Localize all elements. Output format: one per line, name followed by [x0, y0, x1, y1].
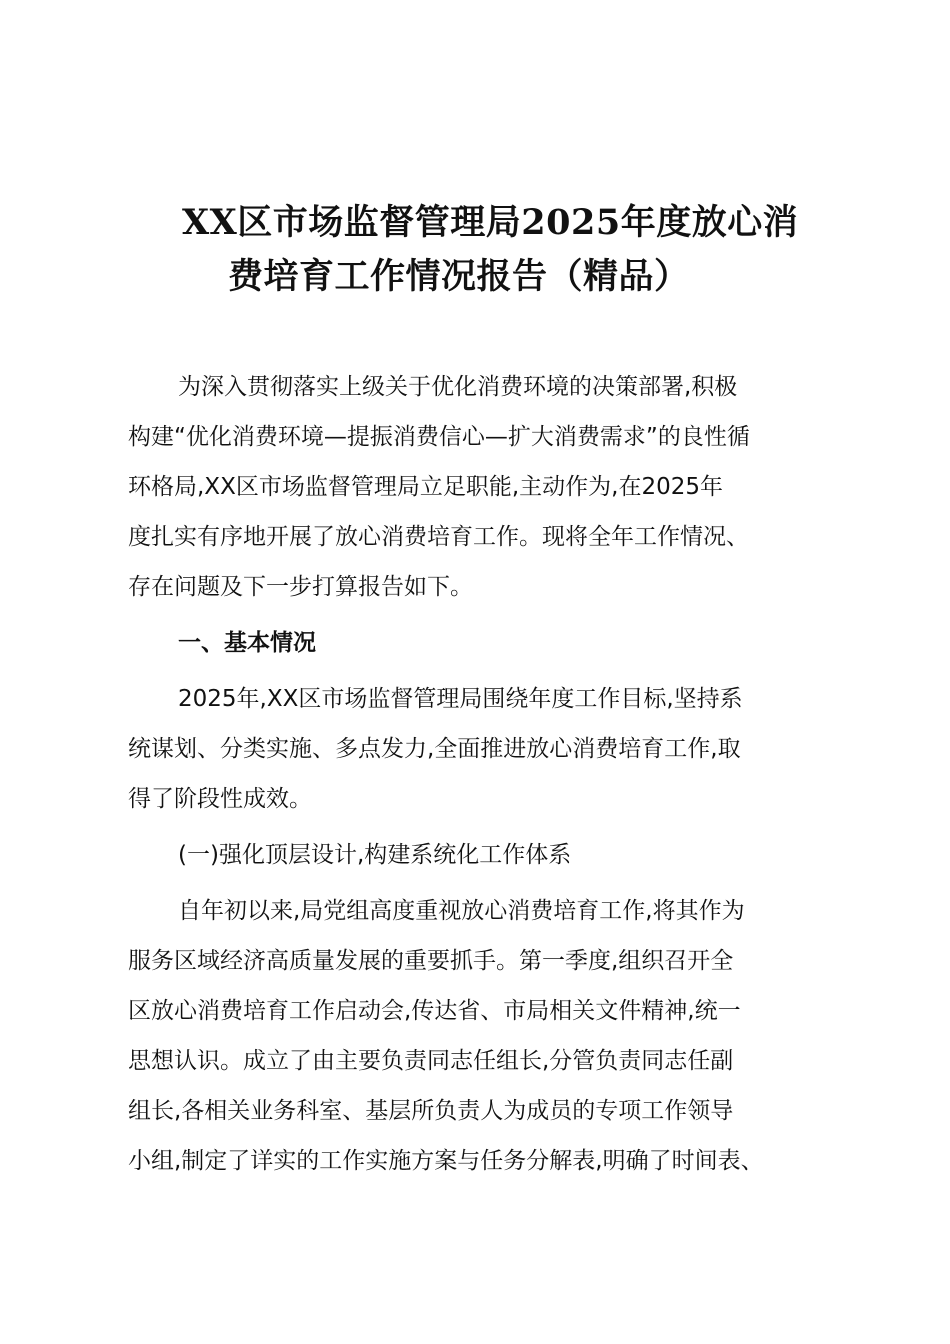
text-line: 小组,制定了详实的工作实施方案与任务分解表,明确了时间表、 — [128, 1148, 764, 1174]
title-line-2: 费培育工作情况报告（精品） — [228, 256, 690, 297]
text-line: 环格局,XX区市场监督管理局立足职能,主动作为,在2025年 — [128, 474, 723, 500]
text-line: 思想认识。成立了由主要负责同志任组长,分管负责同志任副 — [128, 1048, 734, 1074]
paragraph-basic — [128, 674, 820, 824]
subsection-heading-1 — [128, 830, 820, 880]
document-title — [150, 196, 850, 304]
text-line: 区放心消费培育工作启动会,传达省、市局相关文件精神,统一 — [128, 998, 741, 1024]
section-heading-1 — [128, 618, 820, 668]
text-line: 为深入贯彻落实上级关于优化消费环境的决策部署,积极 — [178, 374, 738, 400]
text-line: 统谋划、分类实施、多点发力,全面推进放心消费培育工作,取 — [128, 736, 741, 762]
text-line: 一、基本情况 — [178, 630, 316, 656]
text-line: 自年初以来,局党组高度重视放心消费培育工作,将其作为 — [178, 898, 745, 924]
text-line: 2025年,XX区市场监督管理局围绕年度工作目标,坚持系 — [178, 686, 743, 712]
text-line: 度扎实有序地开展了放心消费培育工作。现将全年工作情况、 — [128, 524, 749, 550]
text-line: 组长,各相关业务科室、基层所负责人为成员的专项工作领导 — [128, 1098, 734, 1124]
paragraph-design — [128, 886, 820, 1186]
text-line: 服务区域经济高质量发展的重要抓手。第一季度,组织召开全 — [128, 948, 734, 974]
text-line: (一)强化顶层设计,构建系统化工作体系 — [178, 842, 572, 868]
text-line: 得了阶段性成效。 — [128, 786, 312, 812]
title-line-1: XX区市场监督管理局2025年度放心消 — [182, 202, 799, 243]
paragraph-intro — [128, 362, 820, 612]
text-line: 存在问题及下一步打算报告如下。 — [128, 574, 473, 600]
text-line: 构建“优化消费环境—提振消费信心—扩大消费需求”的良性循 — [128, 424, 750, 450]
document-body — [128, 362, 820, 1186]
